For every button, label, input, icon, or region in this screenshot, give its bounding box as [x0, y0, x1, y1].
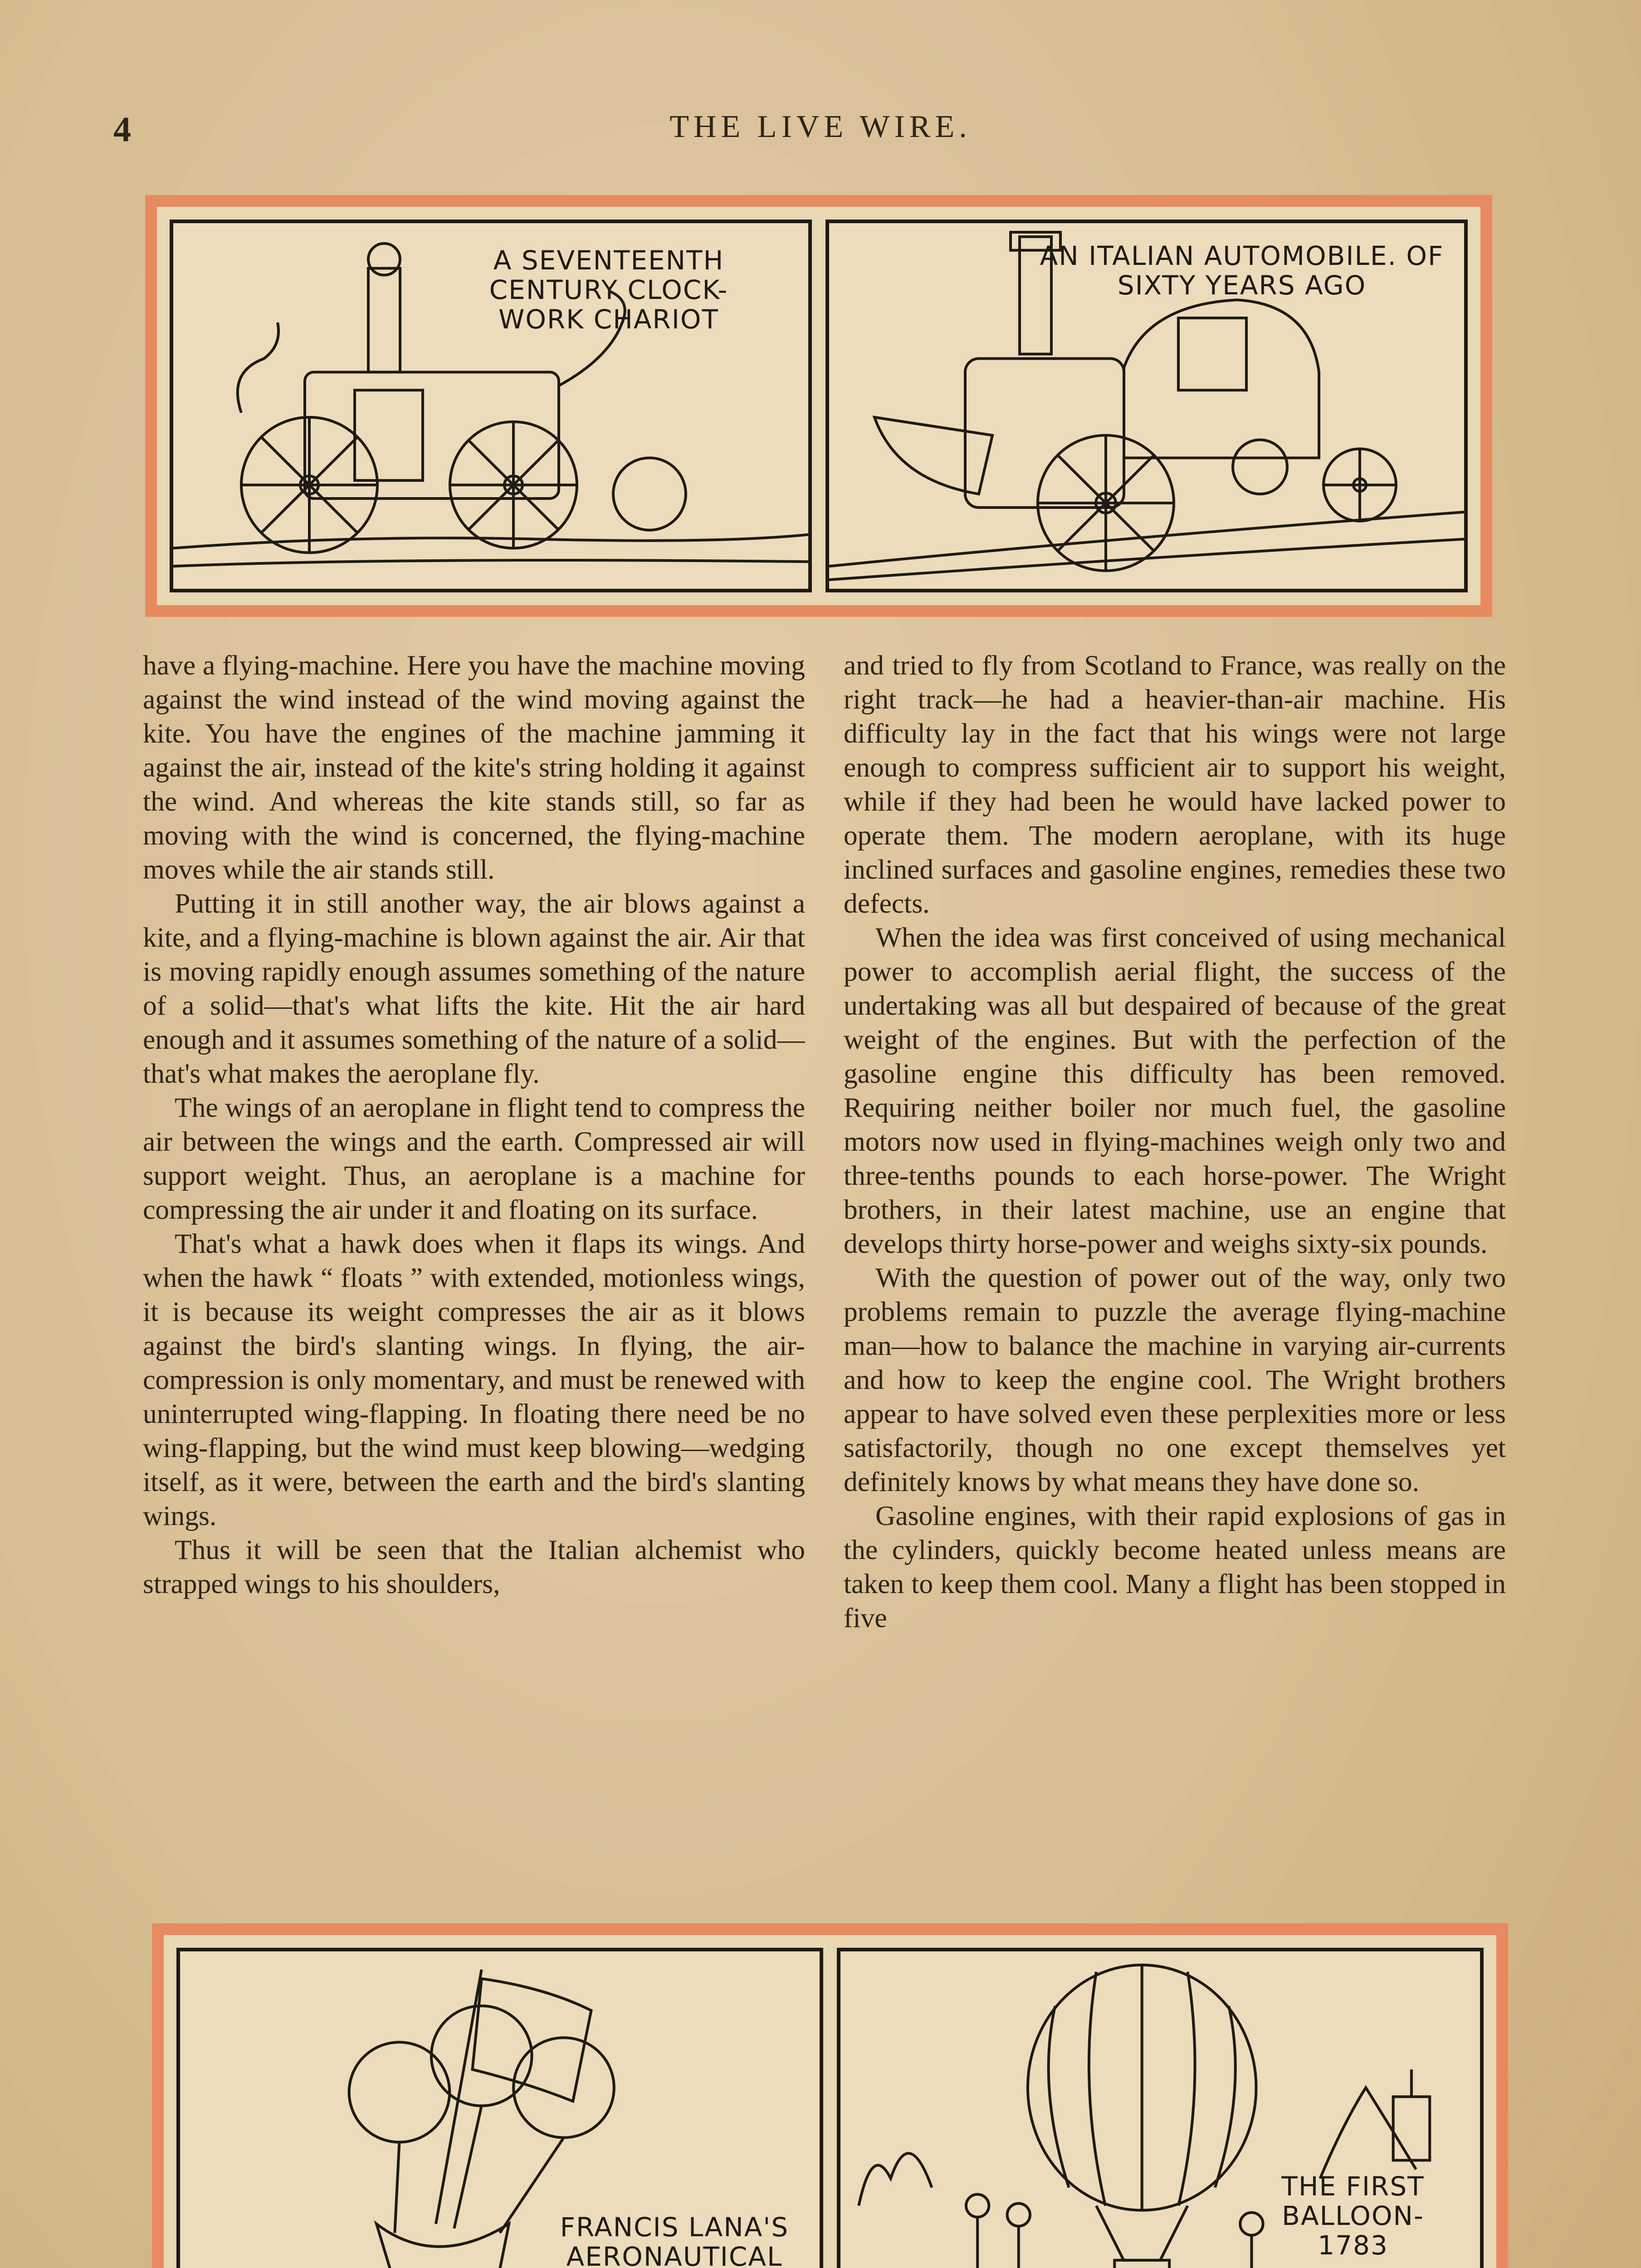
paragraph: The wings of an aeroplane in flight tend to compress the air between the wings and the earth. Compressed air will support weight. Thus, an aeroplane is a machine for compressing the air under it and floating on its surface.	[143, 1092, 805, 1225]
paragraph: With the question of power out of the way, only two problems remain to puzzle the average flying-machine man—how to balance the machine in varying air-currents and how to keep the engine cool. The Wright brothers appear to have solved even these perplexities more or less satisfactorily, though no one except themselves yet definitely knows by what means they have done so.	[844, 1262, 1506, 1497]
first-balloon-caption: THE FIRST BALLOON- 1783	[1281, 2171, 1425, 2261]
paragraph: Putting it in still another way, the air blows against a kite, and a flying-machine is blown against the air. Air that is moving rapidly enough assumes something of the nature of a solid—that's what lifts the kite. Hit the air hard enough and it assumes something of the nature of a solid—that's what makes the aeroplane fly.	[143, 888, 805, 1089]
italian-automobile-caption: AN ITALIAN AUTOMOBILE. OF SIXTY YEARS AGO	[1040, 240, 1444, 301]
top-illustration-banner	[145, 195, 1492, 617]
bottom-illustration-banner	[152, 1923, 1508, 2268]
text-column-left	[143, 649, 805, 1882]
page-number: 4	[113, 109, 131, 149]
first-balloon-panel	[837, 1948, 1484, 2268]
running-head: THE LIVE WIRE.	[669, 109, 972, 144]
paragraph: Thus it will be seen that the Italian alchemist who strapped wings to his shoulders,	[143, 1535, 805, 1599]
paragraph: When the idea was first conceived of using mechanical power to accomplish aerial flight, the success of the undertaking was all but despaired of because of the great weight of the engines. But with the perfection of the gasoline engine this difficulty has been removed. Requiring neither boiler nor much fuel, the gasoline motors now used in flying-machines weigh only two and three-tenths pounds to each horse-power. The Wright brothers, in their latest machine, use an engine that develops thirty horse-power and weighs sixty-six pounds.	[844, 922, 1506, 1259]
paragraph: That's what a hawk does when it flaps its wings. And when the hawk “ floats ” with extended, motionless wings, it is because its weight compresses the air as it blows against the bird's slanting wings. In flying, the air-compression is only momentary, and must be renewed with uninterrupted wing-flapping. In floating there need be no wing-flapping, but the wind must keep blowing—wedging itself, as it were, between the earth and the bird's slanting wings.	[143, 1228, 805, 1531]
clockwork-chariot-panel	[170, 220, 812, 592]
italian-automobile-panel	[825, 220, 1468, 592]
lana-aeronautical-panel	[176, 1948, 823, 2268]
text-column-right	[844, 649, 1506, 1882]
paragraph: Gasoline engines, with their rapid explosions of gas in the cylinders, quickly become heated unless means are taken to keep them cool. Many a flight has been stopped in five	[844, 1501, 1506, 1633]
clockwork-chariot-caption: A SEVENTEENTH CENTURY CLOCK-WORK CHARIOT	[489, 245, 728, 335]
lana-aeronautical-caption: FRANCIS LANA'S AERONAUTICAL	[560, 2212, 789, 2268]
paragraph: have a flying-machine. Here you have the machine moving against the wind instead of the wind moving against the kite. You have the engines of the machine jamming it against the air, instead of the kite's string holding it against the wind. And whereas the kite stands still, so far as moving with the wind is concerned, the flying-machine moves while the air stands still.	[143, 650, 805, 885]
paragraph: and tried to fly from Scotland to France, was really on the right track—he had a heavier-than-air machine. His difficulty lay in the fact that his wings were not large enough to compress sufficient air to support his weight, while if they had been he would have lacked power to operate them. The modern aeroplane, with its huge inclined surfaces and gasoline engines, remedies these two defects.	[844, 650, 1506, 919]
